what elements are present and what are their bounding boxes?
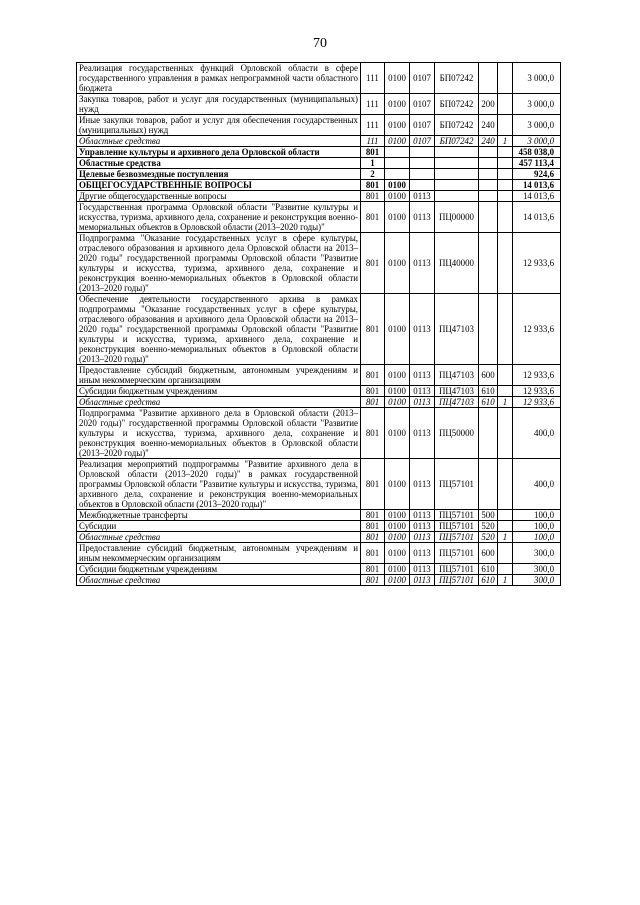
funding-source-cell (498, 459, 513, 510)
amount-cell: 100,0 (513, 532, 561, 543)
target-article-cell: ПЦ57101 (435, 459, 479, 510)
amount-cell: 12 933,6 (513, 294, 561, 365)
ministry-code-cell: 801 (361, 294, 385, 365)
row-name-cell: Субсидии бюджетным учреждениям (77, 386, 361, 397)
row-name-cell: Подпрограмма "Оказание государственных услуг в сфере культуры, отраслевого образования и архивного дела Орловской области на 2013–2020 годы" государственной программы Орловской области "Развитие культуры и искусства, туризма, архивного дела, сохранение и реконструкция военно-мемориальных объектов в Орловской области (2013–2020 годы)" (77, 233, 361, 294)
row-name-cell: Управление культуры и архивного дела Орловской области (77, 147, 361, 158)
subsection-code-cell (410, 158, 435, 169)
funding-source-cell (498, 564, 513, 575)
section-code-cell: 0100 (385, 521, 410, 532)
row-name-cell: Областные средства (77, 575, 361, 586)
section-code-cell: 0100 (385, 459, 410, 510)
target-article-cell: ПЦ57101 (435, 564, 479, 575)
ministry-code-cell: 801 (361, 564, 385, 575)
section-code-cell: 0100 (385, 564, 410, 575)
funding-source-cell (498, 365, 513, 386)
table-row (77, 575, 561, 586)
expense-type-cell: 610 (479, 564, 498, 575)
target-article-cell: ПЦ47103 (435, 365, 479, 386)
funding-source-cell (498, 510, 513, 521)
section-code-cell: 0100 (385, 233, 410, 294)
ministry-code-cell: 801 (361, 397, 385, 408)
target-article-cell (435, 147, 479, 158)
amount-cell: 457 113,4 (513, 158, 561, 169)
target-article-cell: ПЦ00000 (435, 202, 479, 233)
target-article-cell: ПЦ40000 (435, 233, 479, 294)
target-article-cell: БП07242 (435, 63, 479, 94)
amount-cell: 400,0 (513, 459, 561, 510)
amount-cell: 458 038,0 (513, 147, 561, 158)
amount-cell: 12 933,6 (513, 397, 561, 408)
amount-cell: 14 013,6 (513, 180, 561, 191)
expense-type-cell: 610 (479, 575, 498, 586)
funding-source-cell (498, 408, 513, 459)
row-name-cell: Подпрограмма "Развитие архивного дела в Орловской области (2013–2020 годы)" государственной программы Орловской области "Развитие культуры и искусства, туризма, архивного дела, сохранение и реконструкция военно-мемориальных объектов в Орловской области (2013–2020 годы)" (77, 408, 361, 459)
subsection-code-cell: 0113 (410, 397, 435, 408)
funding-source-cell (498, 294, 513, 365)
target-article-cell: ПЦ47103 (435, 294, 479, 365)
target-article-cell (435, 191, 479, 202)
funding-source-cell (498, 521, 513, 532)
ministry-code-cell: 111 (361, 94, 385, 115)
section-code-cell: 0100 (385, 63, 410, 94)
table-row (77, 543, 561, 564)
section-code-cell: 0100 (385, 386, 410, 397)
row-name-cell: ОБЩЕГОСУДАРСТВЕННЫЕ ВОПРОСЫ (77, 180, 361, 191)
subsection-code-cell: 0107 (410, 115, 435, 136)
funding-source-cell (498, 180, 513, 191)
table-row (77, 532, 561, 543)
section-code-cell (385, 158, 410, 169)
subsection-code-cell: 0113 (410, 543, 435, 564)
expense-type-cell: 610 (479, 386, 498, 397)
section-code-cell: 0100 (385, 575, 410, 586)
subsection-code-cell: 0107 (410, 63, 435, 94)
section-code-cell: 0100 (385, 180, 410, 191)
row-name-cell: Предоставление субсидий бюджетным, автономным учреждениям и иным некоммерческим организациям (77, 543, 361, 564)
row-name-cell: Областные средства (77, 397, 361, 408)
table-row (77, 408, 561, 459)
section-code-cell: 0100 (385, 532, 410, 543)
ministry-code-cell: 801 (361, 510, 385, 521)
subsection-code-cell: 0113 (410, 532, 435, 543)
expense-type-cell: 240 (479, 136, 498, 147)
target-article-cell: ПЦ57101 (435, 532, 479, 543)
table-row (77, 521, 561, 532)
amount-cell: 12 933,6 (513, 386, 561, 397)
subsection-code-cell: 0107 (410, 136, 435, 147)
table-row (77, 94, 561, 115)
subsection-code-cell: 0113 (410, 408, 435, 459)
subsection-code-cell (410, 147, 435, 158)
funding-source-cell (498, 158, 513, 169)
target-article-cell (435, 158, 479, 169)
amount-cell: 14 013,6 (513, 202, 561, 233)
expense-type-cell: 240 (479, 115, 498, 136)
target-article-cell (435, 169, 479, 180)
table-row (77, 180, 561, 191)
funding-source-cell: 1 (498, 532, 513, 543)
section-code-cell: 0100 (385, 94, 410, 115)
table-row (77, 233, 561, 294)
table-row (77, 202, 561, 233)
funding-source-cell (498, 94, 513, 115)
subsection-code-cell: 0107 (410, 94, 435, 115)
subsection-code-cell: 0113 (410, 202, 435, 233)
ministry-code-cell: 801 (361, 521, 385, 532)
ministry-code-cell: 801 (361, 575, 385, 586)
section-code-cell: 0100 (385, 408, 410, 459)
section-code-cell: 0100 (385, 202, 410, 233)
amount-cell: 100,0 (513, 510, 561, 521)
ministry-code-cell: 111 (361, 115, 385, 136)
expense-type-cell (479, 158, 498, 169)
table-row (77, 397, 561, 408)
ministry-code-cell: 801 (361, 233, 385, 294)
target-article-cell: ПЦ57101 (435, 543, 479, 564)
expense-type-cell (479, 180, 498, 191)
funding-source-cell (498, 63, 513, 94)
table-row (77, 169, 561, 180)
funding-source-cell (498, 169, 513, 180)
table-row (77, 147, 561, 158)
ministry-code-cell: 801 (361, 386, 385, 397)
table-row (77, 386, 561, 397)
amount-cell: 3 000,0 (513, 94, 561, 115)
target-article-cell: БП07242 (435, 115, 479, 136)
row-name-cell: Субсидии бюджетным учреждениям (77, 564, 361, 575)
section-code-cell: 0100 (385, 136, 410, 147)
section-code-cell (385, 147, 410, 158)
section-code-cell: 0100 (385, 115, 410, 136)
ministry-code-cell: 111 (361, 136, 385, 147)
target-article-cell: ПЦ57101 (435, 575, 479, 586)
subsection-code-cell (410, 169, 435, 180)
amount-cell: 12 933,6 (513, 365, 561, 386)
amount-cell: 300,0 (513, 543, 561, 564)
expense-type-cell (479, 233, 498, 294)
subsection-code-cell (410, 180, 435, 191)
target-article-cell: ПЦ47103 (435, 386, 479, 397)
amount-cell: 300,0 (513, 564, 561, 575)
table-row (77, 191, 561, 202)
amount-cell: 3 000,0 (513, 136, 561, 147)
table-row (77, 294, 561, 365)
funding-source-cell (498, 115, 513, 136)
table-row (77, 459, 561, 510)
row-name-cell: Реализация государственных функций Орловской области в сфере государственного управления в рамках непрограммной части областного бюджета (77, 63, 361, 94)
ministry-code-cell: 801 (361, 191, 385, 202)
expense-type-cell (479, 202, 498, 233)
subsection-code-cell: 0113 (410, 294, 435, 365)
section-code-cell: 0100 (385, 397, 410, 408)
target-article-cell (435, 180, 479, 191)
target-article-cell: ПЦ50000 (435, 408, 479, 459)
funding-source-cell (498, 543, 513, 564)
expense-type-cell: 200 (479, 94, 498, 115)
expense-type-cell: 600 (479, 365, 498, 386)
ministry-code-cell: 111 (361, 63, 385, 94)
section-code-cell: 0100 (385, 510, 410, 521)
row-name-cell: Реализация мероприятий подпрограммы "Развитие архивного дела в Орловской области (2013–2020 годы)" в рамках государственной программы Орловской области "Развитие культуры и искусства, туризма, архивного дела, сохранение и реконструкция военно-мемориальных объектов в Орловской области (2013–2020 годы)" (77, 459, 361, 510)
row-name-cell: Закупка товаров, работ и услуг для государственных (муниципальных) нужд (77, 94, 361, 115)
table-row (77, 365, 561, 386)
subsection-code-cell: 0113 (410, 365, 435, 386)
section-code-cell: 0100 (385, 543, 410, 564)
expense-type-cell (479, 459, 498, 510)
section-code-cell: 0100 (385, 191, 410, 202)
funding-source-cell (498, 147, 513, 158)
funding-source-cell (498, 191, 513, 202)
row-name-cell: Иные закупки товаров, работ и услуг для обеспечения государственных (муниципальных) нужд (77, 115, 361, 136)
table-row (77, 158, 561, 169)
ministry-code-cell: 801 (361, 365, 385, 386)
target-article-cell: ПЦ57101 (435, 521, 479, 532)
table-row (77, 136, 561, 147)
budget-table (76, 62, 561, 586)
expense-type-cell: 600 (479, 543, 498, 564)
row-name-cell: Межбюджетные трансферты (77, 510, 361, 521)
row-name-cell: Субсидии (77, 521, 361, 532)
ministry-code-cell: 1 (361, 158, 385, 169)
amount-cell: 12 933,6 (513, 233, 561, 294)
subsection-code-cell: 0113 (410, 510, 435, 521)
row-name-cell: Областные средства (77, 158, 361, 169)
ministry-code-cell: 801 (361, 543, 385, 564)
row-name-cell: Другие общегосударственные вопросы (77, 191, 361, 202)
expense-type-cell: 610 (479, 397, 498, 408)
section-code-cell: 0100 (385, 294, 410, 365)
section-code-cell: 0100 (385, 365, 410, 386)
expense-type-cell: 520 (479, 521, 498, 532)
funding-source-cell: 1 (498, 575, 513, 586)
subsection-code-cell: 0113 (410, 521, 435, 532)
row-name-cell: Целевые безвозмездные поступления (77, 169, 361, 180)
amount-cell: 400,0 (513, 408, 561, 459)
table-row (77, 510, 561, 521)
row-name-cell: Областные средства (77, 136, 361, 147)
table-body (77, 63, 561, 586)
target-article-cell: БП07242 (435, 136, 479, 147)
target-article-cell: ПЦ57101 (435, 510, 479, 521)
ministry-code-cell: 801 (361, 147, 385, 158)
table-row (77, 63, 561, 94)
subsection-code-cell: 0113 (410, 459, 435, 510)
ministry-code-cell: 801 (361, 202, 385, 233)
expense-type-cell: 520 (479, 532, 498, 543)
target-article-cell: БП07242 (435, 94, 479, 115)
table-row (77, 115, 561, 136)
amount-cell: 3 000,0 (513, 63, 561, 94)
row-name-cell: Обеспечение деятельности государственного архива в рамках подпрограммы "Оказание государственных услуг в сфере культуры, отраслевого образования и архивного дела Орловской области на 2013–2020 годы" государственной программы Орловской области "Развитие культуры и искусства, туризма, архивного дела, сохранение и реконструкция военно-мемориальных объектов в Орловской области (2013–2020 годы)" (77, 294, 361, 365)
row-name-cell: Государственная программа Орловской области "Развитие культуры и искусства, туризма, архивного дела, сохранение и реконструкция военно-мемориальных объектов в Орловской области (2013–2020 годы)" (77, 202, 361, 233)
expense-type-cell (479, 169, 498, 180)
funding-source-cell (498, 202, 513, 233)
section-code-cell (385, 169, 410, 180)
amount-cell: 14 013,6 (513, 191, 561, 202)
ministry-code-cell: 801 (361, 180, 385, 191)
amount-cell: 3 000,0 (513, 115, 561, 136)
funding-source-cell: 1 (498, 397, 513, 408)
expense-type-cell: 500 (479, 510, 498, 521)
subsection-code-cell: 0113 (410, 233, 435, 294)
amount-cell: 300,0 (513, 575, 561, 586)
ministry-code-cell: 801 (361, 408, 385, 459)
page-number: 70 (313, 36, 327, 51)
subsection-code-cell: 0113 (410, 191, 435, 202)
expense-type-cell (479, 191, 498, 202)
expense-type-cell (479, 294, 498, 365)
row-name-cell: Областные средства (77, 532, 361, 543)
row-name-cell: Предоставление субсидий бюджетным, автономным учреждениям и иным некоммерческим организациям (77, 365, 361, 386)
subsection-code-cell: 0113 (410, 564, 435, 575)
subsection-code-cell: 0113 (410, 575, 435, 586)
ministry-code-cell: 801 (361, 459, 385, 510)
funding-source-cell: 1 (498, 136, 513, 147)
ministry-code-cell: 801 (361, 532, 385, 543)
target-article-cell: ПЦ47103 (435, 397, 479, 408)
expense-type-cell (479, 63, 498, 94)
funding-source-cell (498, 386, 513, 397)
expense-type-cell (479, 408, 498, 459)
expense-type-cell (479, 147, 498, 158)
ministry-code-cell: 2 (361, 169, 385, 180)
table-row (77, 564, 561, 575)
amount-cell: 100,0 (513, 521, 561, 532)
amount-cell: 924,6 (513, 169, 561, 180)
funding-source-cell (498, 233, 513, 294)
subsection-code-cell: 0113 (410, 386, 435, 397)
